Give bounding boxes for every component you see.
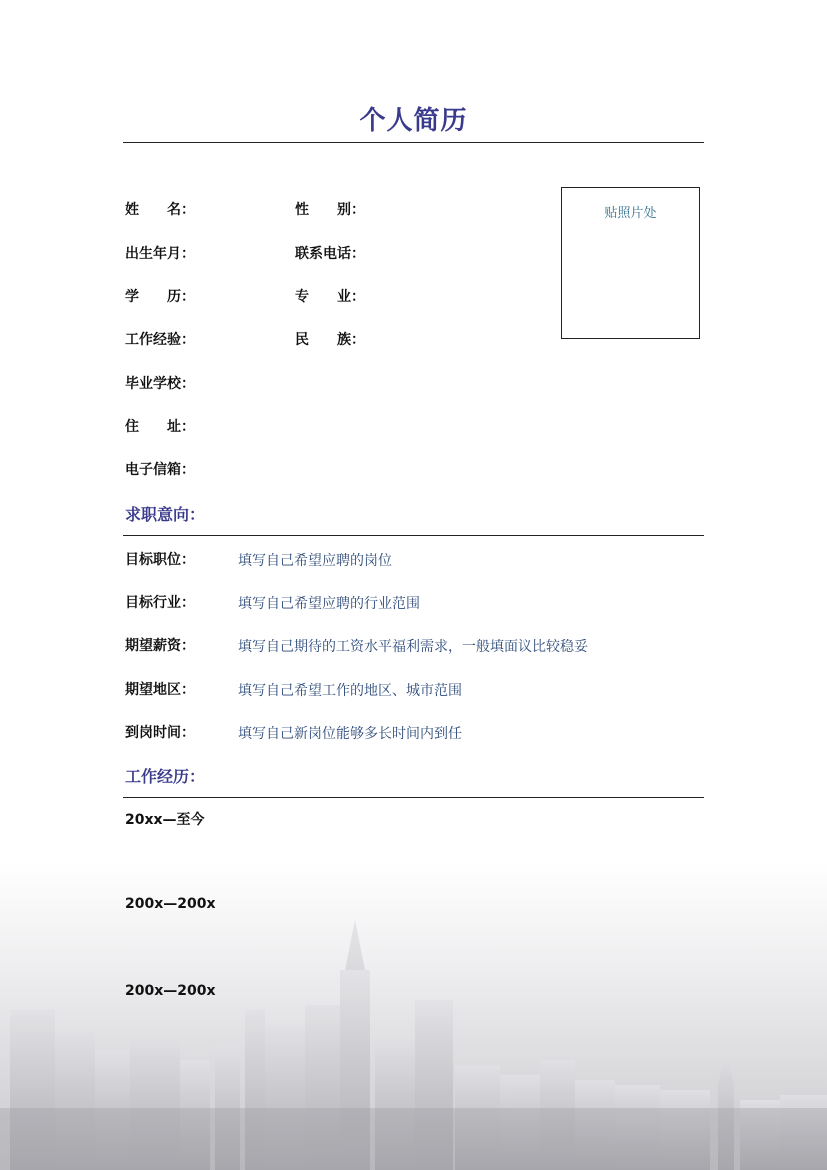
target-position-value[interactable]: 填写自己希望应聘的岗位	[238, 553, 392, 569]
start-time-value[interactable]: 填写自己新岗位能够多长时间内到任	[238, 726, 462, 742]
work-period-2: 200x—200x	[125, 896, 216, 912]
label-gender: 性 别：	[295, 202, 365, 218]
work-experience-divider	[123, 797, 704, 798]
label-phone: 联系电话：	[295, 246, 365, 262]
expected-region-label: 期望地区：	[125, 682, 195, 698]
target-industry-value[interactable]: 填写自己希望应聘的行业范围	[238, 596, 420, 612]
label-major: 专 业：	[295, 289, 365, 305]
label-birth: 出生年月：	[125, 246, 195, 262]
start-time-label: 到岗时间：	[125, 725, 195, 741]
photo-placeholder-box[interactable]	[561, 187, 700, 339]
work-experience-heading: 工作经历：	[125, 767, 206, 786]
page-title: 个人简历	[359, 106, 468, 136]
target-position-label: 目标职位：	[125, 552, 195, 568]
label-address: 住 址：	[125, 419, 195, 435]
label-ethnicity: 民 族：	[295, 332, 365, 348]
target-industry-label: 目标行业：	[125, 595, 195, 611]
expected-salary-label: 期望薪资：	[125, 638, 195, 654]
expected-salary-value[interactable]: 填写自己期待的工资水平福利需求，一般填面议比较稳妥	[238, 639, 588, 655]
work-period-1: 20xx—至今	[125, 812, 205, 828]
expected-region-value[interactable]: 填写自己希望工作的地区、城市范围	[238, 683, 462, 699]
label-name: 姓 名：	[125, 202, 195, 218]
label-experience: 工作经验：	[125, 332, 195, 348]
photo-placeholder-label: 贴照片处	[604, 206, 657, 221]
label-school: 毕业学校：	[125, 376, 195, 392]
label-education: 学 历：	[125, 289, 195, 305]
job-intention-heading: 求职意向：	[125, 505, 206, 524]
title-divider	[123, 142, 704, 143]
label-email: 电子信箱：	[125, 462, 195, 478]
job-intention-divider	[123, 535, 704, 536]
work-period-3: 200x—200x	[125, 983, 216, 999]
